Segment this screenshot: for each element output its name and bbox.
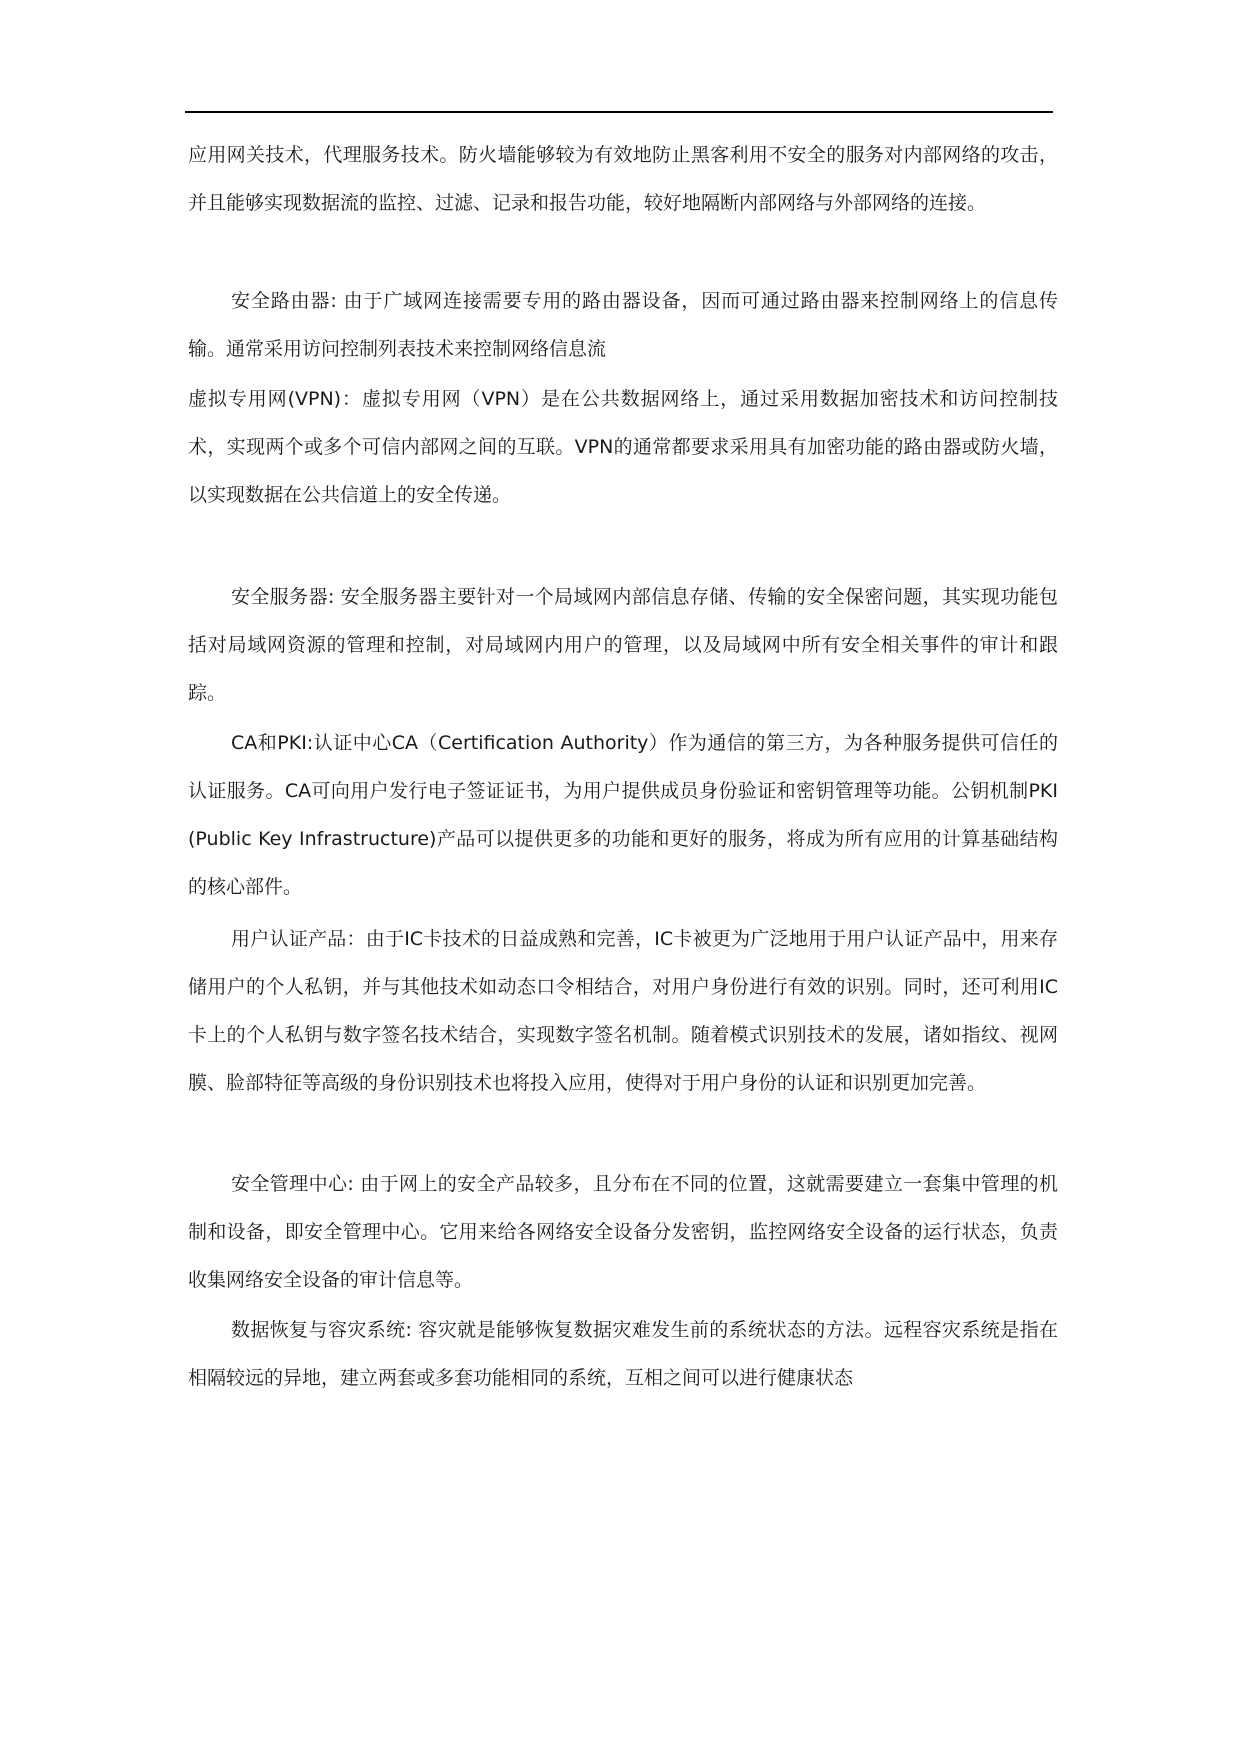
- paragraph-secure-server: 安全服务器: 安全服务器主要针对一个局域网内部信息存储、传输的安全保密问题，其实现功能包括对局域网资源的管理和控制，对局域网内用户的管理，以及局域网中所有安全相关事件的审计和跟踪。: [188, 586, 1058, 704]
- paragraph-user-auth: 用户认证产品：由于IC卡技术的日益成熟和完善，IC卡被更为广泛地用于用户认证产品中，用来存储用户的个人私钥，并与其他技术如动态口令相结合，对用户身份进行有效的识别。同时，还可利用IC卡上的个人私钥与数字签名技术结合，实现数字签名机制。随着模式识别技术的发展，诸如指纹、视网膜、脸部特征等高级的身份识别技术也将投入应用，使得对于用户身份的认证和识别更加完善。: [188, 928, 1058, 1094]
- header-rule: [185, 111, 1053, 113]
- paragraph-vpn: 虚拟专用网(VPN)：虚拟专用网（VPN）是在公共数据网络上，通过采用数据加密技术和访问控制技术，实现两个或多个可信内部网之间的互联。VPN的通常都要求采用具有加密功能的路由器或防火墙，以实现数据在公共信道上的安全传递。: [188, 388, 1058, 506]
- paragraph-security-mgmt: 安全管理中心: 由于网上的安全产品较多，且分布在不同的位置，这就需要建立一套集中管理的机制和设备，即安全管理中心。它用来给各网络安全设备分发密钥，监控网络安全设备的运行状态，负责收集网络安全设备的审计信息等。: [188, 1173, 1058, 1291]
- paragraph-disaster-recovery: 数据恢复与容灾系统: 容灾就是能够恢复数据灾难发生前的系统状态的方法。远程容灾系统是指在相隔较远的异地，建立两套或多套功能相同的系统，互相之间可以进行健康状态: [188, 1319, 1058, 1389]
- paragraph-ca-pki: CA和PKI:认证中心CA（Certification Authority）作为通信的第三方，为各种服务提供可信任的认证服务。CA可向用户发行电子签证证书，为用户提供成员身份验证和密钥管理等功能。公钥机制PKI (Public Key Infrastructure)产品可以提供更多的功能和更好的服务，将成为所有应用的计算基础结构的核心部件。: [188, 732, 1058, 898]
- paragraph-secure-router: 安全路由器: 由于广域网连接需要专用的路由器设备，因而可通过路由器来控制网络上的信息传输。通常采用访问控制列表技术来控制网络信息流: [188, 290, 1058, 360]
- paragraph-firewall-continued: 应用网关技术，代理服务技术。防火墙能够较为有效地防止黑客利用不安全的服务对内部网络的攻击，并且能够实现数据流的监控、过滤、记录和报告功能，较好地隔断内部网络与外部网络的连接。: [188, 144, 1058, 214]
